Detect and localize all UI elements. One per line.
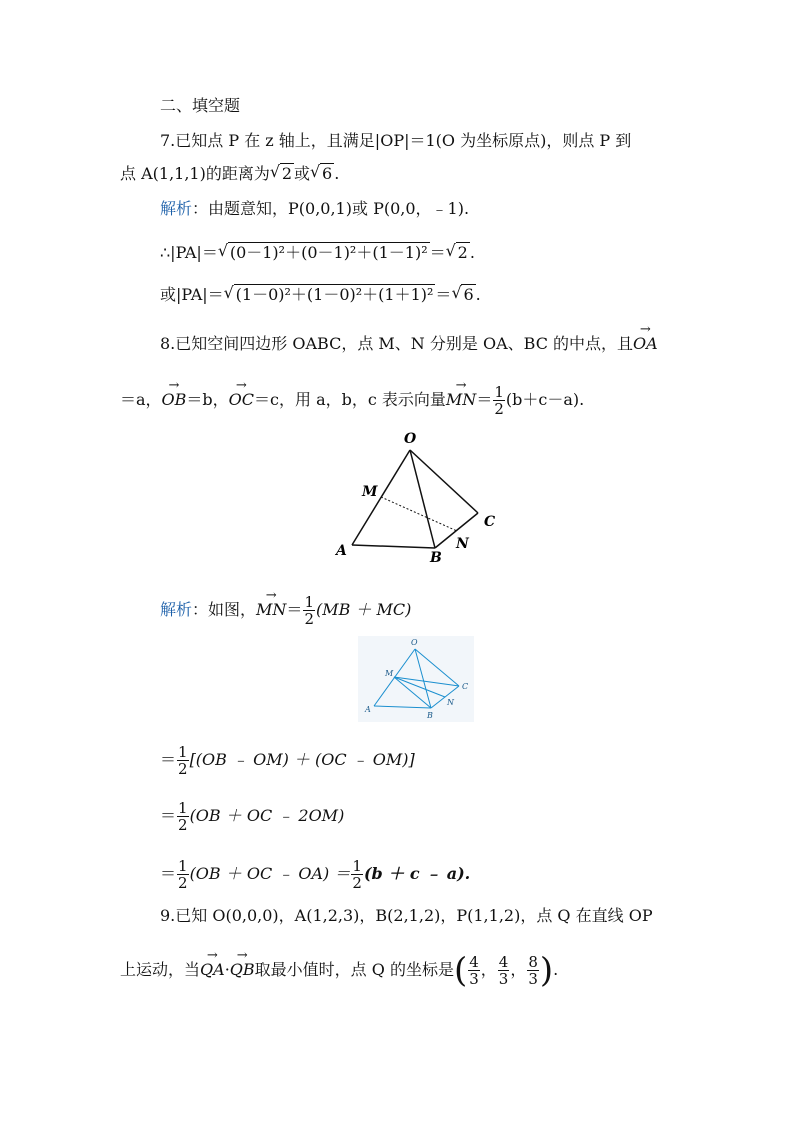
section-title: 二、填空题 [160,96,241,115]
q7-answer-or: 或 [294,164,311,183]
label-m: M [385,669,394,678]
q7-solution-line1 [160,199,469,219]
edge-oc [410,450,478,513]
q9-stem-line2 [120,950,559,991]
q8-step2-eq: ＝ [160,806,177,825]
label-o: O [404,431,417,447]
q7-solution-text: ：由题意知，P(0,0,1)或 P(0,0，﹣1). [192,199,470,218]
q7-solution-line3 [160,284,481,305]
q8-stem [160,334,658,354]
q7-answer-b: √ 6 [311,163,334,184]
q8-step2-body: (OB ＋ OC ﹣ 2OM) [189,806,345,825]
q8-vec-oa: → OA [633,334,658,354]
q8-step1-half: $\frac{1}{2}$ [178,743,188,778]
q7-sol2-value: √ 2 [447,242,470,263]
q7-stem: 7.已知点 P 在 z 轴上，且满足|OP|＝1(O 为坐标原点)，则点 P 到 [160,131,632,150]
q7-sol3-value: √ 6 [452,284,475,305]
q7-sol2-left: ∴|PA|＝ [160,243,218,262]
label-o: O [411,638,418,647]
q8-vec-mn: → MN [446,390,476,410]
q8-l2-answer: (b＋c－a). [505,390,585,409]
q8-l2-c: ＝c，用 a，b，c 表示向量 [254,390,446,409]
q9-coord-z: $\frac{8}{3}$ [528,953,538,988]
q7-stem-line2 [120,163,339,184]
q9-stem2-a: 上运动，当 [120,960,201,979]
label-m: M [362,484,378,500]
q8-half: $\frac{1}{2}$ [494,383,504,418]
q9-right-paren: ) [539,950,554,991]
q7-stem-text: 点 A(1,1,1)的距离为 [120,164,270,183]
q7-sol2-eq: ＝ [429,243,446,262]
q7-answer-a: √ 2 [271,163,294,184]
q8-step3-half: $\frac{1}{2}$ [178,857,188,892]
q7-solution-line2 [160,242,475,263]
q8-step3-body: (OB ＋ OC ﹣ OA) ＝ [189,864,351,883]
q8-step2 [160,800,344,833]
q8-step2-half: $\frac{1}{2}$ [178,799,188,834]
q9-coord-x: $\frac{4}{3}$ [469,953,479,988]
q9-sep2: ， [510,960,527,979]
q9-stem2-b: 取最小值时，点 Q 的坐标是 [254,960,454,979]
q8-vec-ob: → OB [162,390,187,410]
q8-solution-line1 [160,594,411,627]
q7-sol3-end: . [475,285,481,304]
q9-vec-qa: → QA [200,960,225,980]
label-b: B [427,711,433,720]
q8-sol-vec-mn: → MN [256,600,286,620]
q7-sol3-eq: ＝ [435,285,452,304]
label-n: N [456,536,469,552]
q8-stem-line2 [120,384,584,417]
label-a: A [365,705,371,714]
figure-bg [358,636,474,722]
q7-sol3-left: 或|PA|＝ [160,285,224,304]
q8-step1 [160,744,415,777]
q9-left-paren: ( [453,950,468,991]
q8-l2-eq: ＝ [476,390,493,409]
q8-step3-half2: $\frac{1}{2}$ [352,857,362,892]
q8-sol-eq: ＝ [286,600,303,619]
q8-step1-body: [(OB ﹣ OM) ＋ (OC ﹣ OM)] [189,750,415,769]
q9-coord-y: $\frac{4}{3}$ [498,953,509,988]
q8-step3-eq: ＝ [160,864,177,883]
q8-jiexi-label: 解析 [160,600,193,619]
edge-ob [410,450,435,548]
q8-step3-answer: (b ＋ c ﹣ a). [363,864,471,883]
q7-sol2-root: √ (0－1)²＋(0－1)²＋(1－1)² [219,242,430,263]
q9-stem: 9.已知 O(0,0,0)，A(1,2,3)，B(2,1,2)，P(1,1,2)，点 Q 在直线 OP [160,906,653,925]
q9-sep1: ， [480,960,497,979]
label-n: N [447,698,454,707]
q7-sol2-end: . [469,243,475,262]
q8-sol-intro: ：如图， [192,600,257,619]
label-c: C [484,514,496,530]
q7-sol3-root: √ (1－0)²＋(1－0)²＋(1＋1)² [225,284,436,305]
q8-sol-tail: (MB ＋ MC) [315,600,412,619]
q8-l2-a: ＝a， [120,390,162,409]
label-b: B [430,550,442,566]
q9-dot: · [224,960,230,979]
q8-step3 [160,858,470,891]
edge-ab [352,545,435,548]
q7-jiexi-label: 解析 [160,199,193,218]
q8-l2-b: ＝b， [186,390,229,409]
tetrahedron-figure [330,425,500,570]
q8-step1-eq: ＝ [160,750,177,769]
q9-vec-qb: → QB [230,960,255,980]
label-a: A [336,543,347,559]
segment-mn [381,497,457,531]
q7-answer-end: . [334,164,340,183]
q9-end: . [553,960,559,979]
tetrahedron-figure-blue [358,636,474,722]
q8-vec-oc: → OC [229,390,254,410]
q8-stem-text: 8.已知空间四边形 OABC，点 M、N 分别是 OA、BC 的中点，且 [160,334,634,353]
label-c: C [462,682,469,691]
q8-sol-half: $\frac{1}{2}$ [304,593,314,628]
